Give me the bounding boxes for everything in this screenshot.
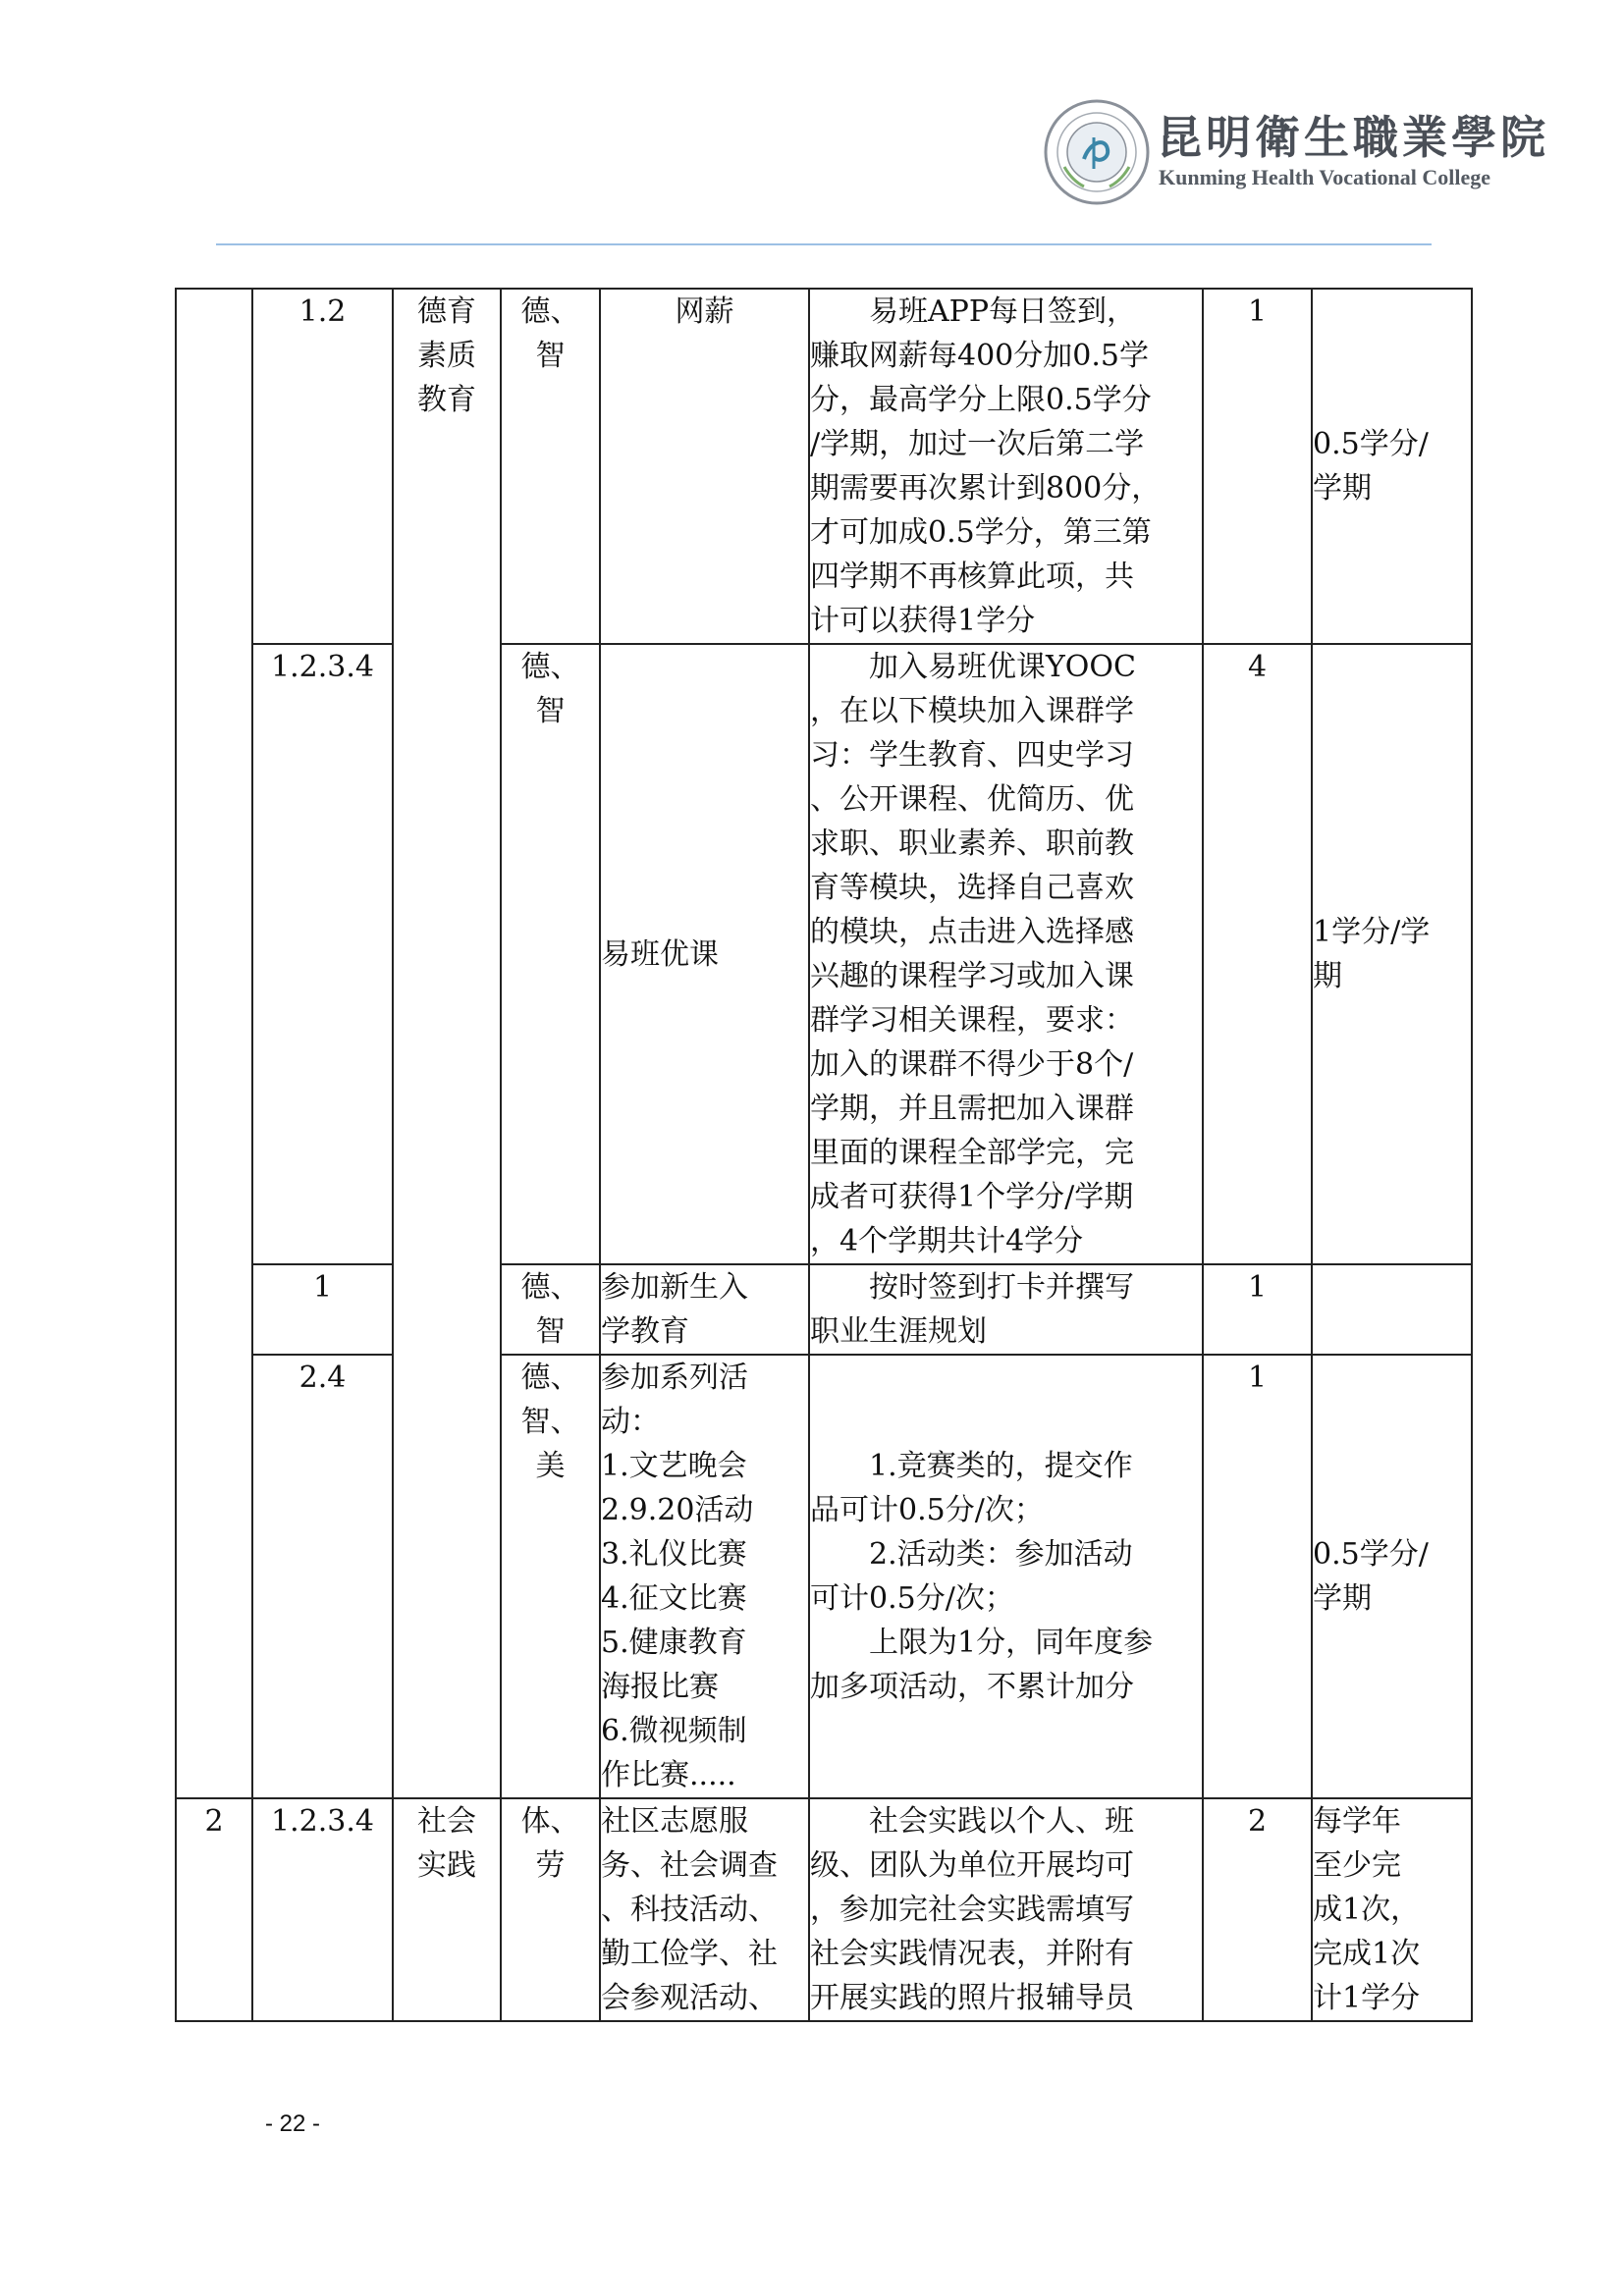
credit-cell: 0.5学分/ 学期 (1312, 1355, 1472, 1798)
semester-cell: 1 (252, 1264, 393, 1355)
requirement-cell: 按时签到打卡并撰写 职业生涯规划 (809, 1264, 1203, 1355)
semester-cell: 1.2 (252, 289, 393, 644)
requirement-cell: 1.竞赛类的，提交作 品可计0.5分/次； 2.活动类：参加活动 可计0.5分/次； 上限为1分，同年度参 加多项活动，不累计加分 (809, 1355, 1203, 1798)
row-number-cell (176, 289, 252, 1798)
education-type-cell: 德、 智 (501, 644, 600, 1264)
college-name-cn: 昆明衛生職業學院 (1157, 111, 1549, 164)
header-divider (216, 243, 1432, 245)
credit-cell: 每学年 至少完 成1次， 完成1次 计1学分 (1312, 1798, 1472, 2021)
category-cell: 德育 素质 教育 (393, 289, 501, 1798)
project-cell: 参加系列活 动： 1.文艺晚会 2.9.20活动 3.礼仪比赛 4.征文比赛 5.健康教育 海报比赛 6.微视频制 作比赛..... (600, 1355, 809, 1798)
hours-cell: 1 (1203, 289, 1312, 644)
education-type-cell: 体、 劳 (501, 1798, 600, 2021)
education-type-cell: 德、 智 (501, 1264, 600, 1355)
table-row (176, 1798, 1472, 2021)
requirement-cell: 社会实践以个人、班 级、团队为单位开展均可 ，参加完社会实践需填写 社会实践情况表，并附有 开展实践的照片报辅导员 (809, 1798, 1203, 2021)
category-cell: 社会 实践 (393, 1798, 501, 2021)
requirement-cell: 加入易班优课YOOC ，在以下模块加入课群学 习：学生教育、四史学习 、公开课程、优简历、优 求职、职业素养、职前教 育等模块，选择自己喜欢 的模块，点击进入选择感 兴趣的课程学习或加入课 群学习相关课程，要求： 加入的课群不得少于8个/ 学期，并且需把加入课群 里面的课程全部学完，完 成者可获得1个学分/学期 ，4个学期共计4学分 (809, 644, 1203, 1264)
credit-cell (1312, 1264, 1472, 1355)
hours-cell: 1 (1203, 1264, 1312, 1355)
education-type-cell: 德、 智、 美 (501, 1355, 600, 1798)
hours-cell: 1 (1203, 1355, 1312, 1798)
project-cell: 网薪 (600, 289, 809, 644)
project-cell: 易班优课 (600, 644, 809, 1264)
hours-cell: 2 (1203, 1798, 1312, 2021)
semester-cell: 1.2.3.4 (252, 644, 393, 1264)
project-cell: 社区志愿服 务、社会调查 、科技活动、 勤工俭学、社 会参观活动、 (600, 1798, 809, 2021)
semester-cell: 1.2.3.4 (252, 1798, 393, 2021)
course-credit-table (175, 288, 1473, 2022)
table-row (176, 1264, 1472, 1355)
table-row (176, 644, 1472, 1264)
row-number-cell: 2 (176, 1798, 252, 2021)
credit-cell: 0.5学分/ 学期 (1312, 289, 1472, 644)
credit-cell: 1学分/学 期 (1312, 644, 1472, 1264)
table-row (176, 1355, 1472, 1798)
education-type-cell: 德、 智 (501, 289, 600, 644)
college-logo-icon (1043, 98, 1151, 206)
hours-cell: 4 (1203, 644, 1312, 1264)
semester-cell: 2.4 (252, 1355, 393, 1798)
project-cell: 参加新生入 学教育 (600, 1264, 809, 1355)
requirement-cell: 易班APP每日签到， 赚取网薪每400分加0.5学 分，最高学分上限0.5学分 /学期，加过一次后第二学 期需要再次累计到800分， 才可加成0.5学分，第三第 四学期不再核算此项，共 计可以获得1学分 (809, 289, 1203, 644)
table-row (176, 289, 1472, 644)
college-name-en: Kunming Health Vocational College (1159, 165, 1490, 189)
page-number: - 22 - (265, 2110, 321, 2137)
